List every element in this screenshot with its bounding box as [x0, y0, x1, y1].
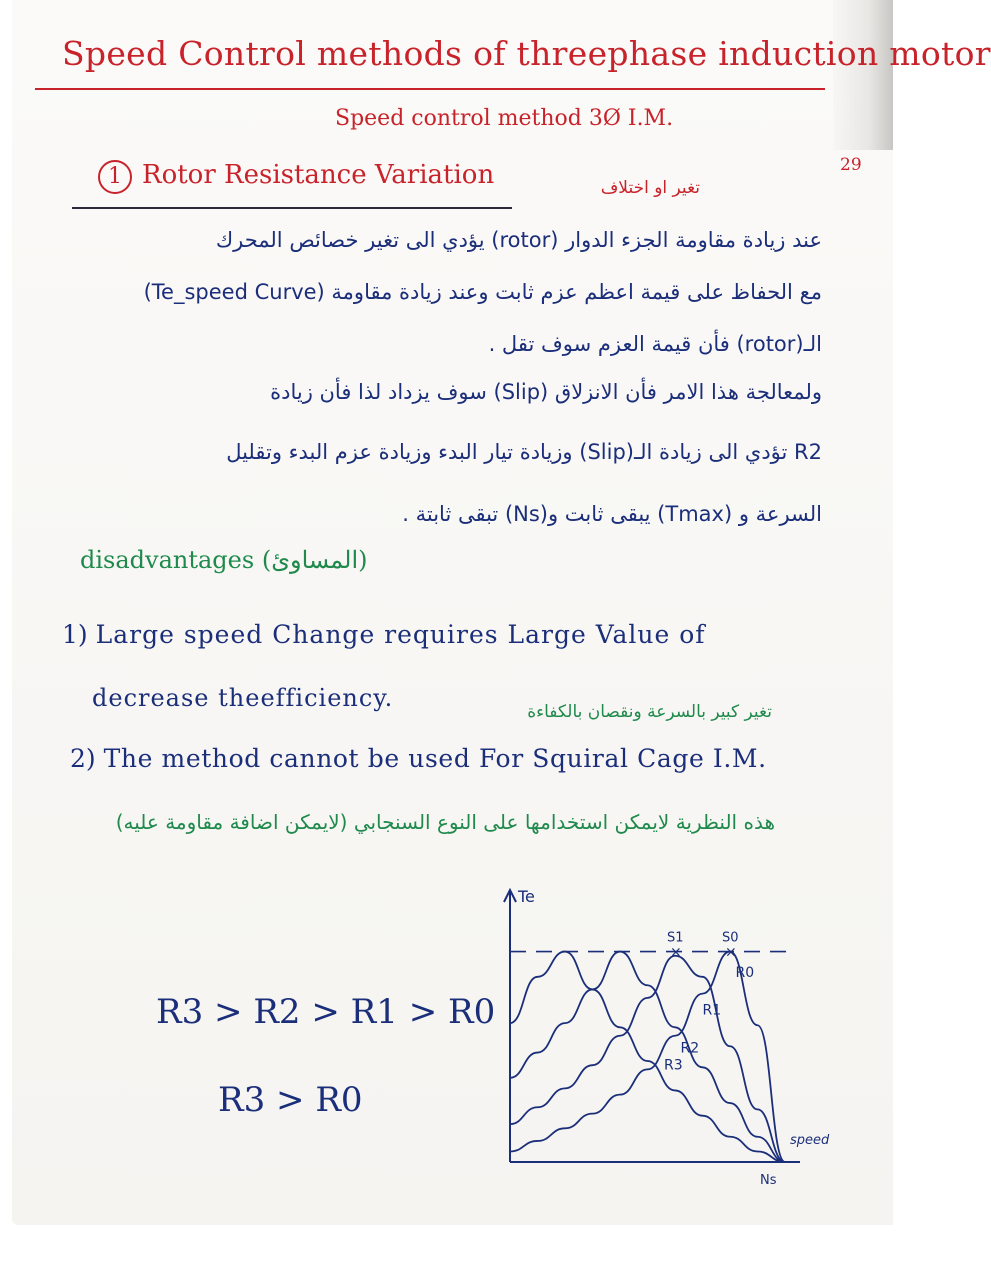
slip-point-label-0: S1 [667, 930, 684, 946]
bottom-margin [0, 1225, 893, 1263]
disadvantage-2-line1: The method cannot be used For Squiral Cage I.M. [103, 744, 767, 773]
paragraph-line-5: R2 تؤدي الى زيادة الـ(Slip) وزيادة تيار البدء وزيادة عزم البدء وتقليل [226, 440, 822, 464]
slip-point-label-1: S0 [722, 930, 739, 946]
disadvantages-heading: disadvantages (المساوئ) [80, 546, 368, 574]
ns-label: Ns [760, 1173, 777, 1188]
slip-point-mark-1: × [725, 944, 737, 961]
section-heading [98, 160, 494, 194]
y-axis-label: Te [518, 887, 535, 906]
paragraph-line-2: مع الحفاظ على قيمة اعظم عزم ثابت وعند زيادة مقاومة (Te_speed Curve) [143, 280, 822, 304]
resistance-relation-2: R3 > R0 [218, 1080, 363, 1120]
title-underline [35, 88, 825, 90]
curve-label-r1: R1 [702, 1002, 722, 1019]
section-number-circle: 1 [98, 160, 132, 194]
curve-r0 [510, 952, 785, 1162]
disadvantage-1 [62, 620, 706, 649]
disadvantage-2-arabic: هذه النظرية لايمكن استخدامها على النوع السنجابي (لايمكن اضافة مقاومة عليه) [115, 810, 775, 834]
slip-point-mark-0: × [670, 944, 682, 961]
section-arabic-note: تغير او اختلاف [600, 178, 700, 198]
disadvantage-2-num: 2) [70, 744, 96, 773]
page-number: 29 [840, 155, 862, 175]
subtitle: Speed control method 3Ø I.M. [335, 106, 674, 131]
curve-label-r2: R2 [680, 1040, 700, 1057]
paragraph-line-1: عند زيادة مقاومة الجزء الدوار (rotor) يؤدي الى تغير خصائص المحرك [215, 228, 822, 252]
page-title: Speed Control methods of threephase induction motor [62, 34, 991, 73]
section-underline [72, 207, 512, 209]
page-fold-shadow [833, 0, 893, 150]
paragraph-line-3: الـ(rotor) فأن قيمة العزم سوف تقل . [488, 332, 822, 356]
section-title: Rotor Resistance Variation [142, 160, 495, 190]
torque-speed-chart [470, 880, 850, 1190]
disadvantage-1-line2: decrease theefficiency. [92, 684, 394, 712]
disadvantage-1-num: 1) [62, 620, 88, 649]
paragraph-line-4: ولمعالجة هذا الامر فأن الانزلاق (Slip) سوف يزداد لذا فأن زيادة [270, 380, 822, 404]
curve-r3 [510, 952, 785, 1162]
resistance-relation-1: R3 > R2 > R1 > R0 [156, 992, 496, 1032]
x-axis-label: speed [790, 1133, 830, 1148]
disadvantage-1-arabic: تغير كبير بالسرعة ونقصان بالكفاءة [527, 702, 772, 722]
paragraph-line-6: السرعة و (Tmax) يبقى ثابت و(Ns) تبقى ثابتة . [402, 502, 822, 526]
disadvantage-2 [70, 744, 767, 773]
curve-label-r0: R0 [735, 964, 755, 981]
curve-r2 [510, 952, 785, 1162]
curve-label-r3: R3 [664, 1057, 683, 1074]
disadvantage-1-line1: Large speed Change requires Large Value of [95, 620, 706, 649]
